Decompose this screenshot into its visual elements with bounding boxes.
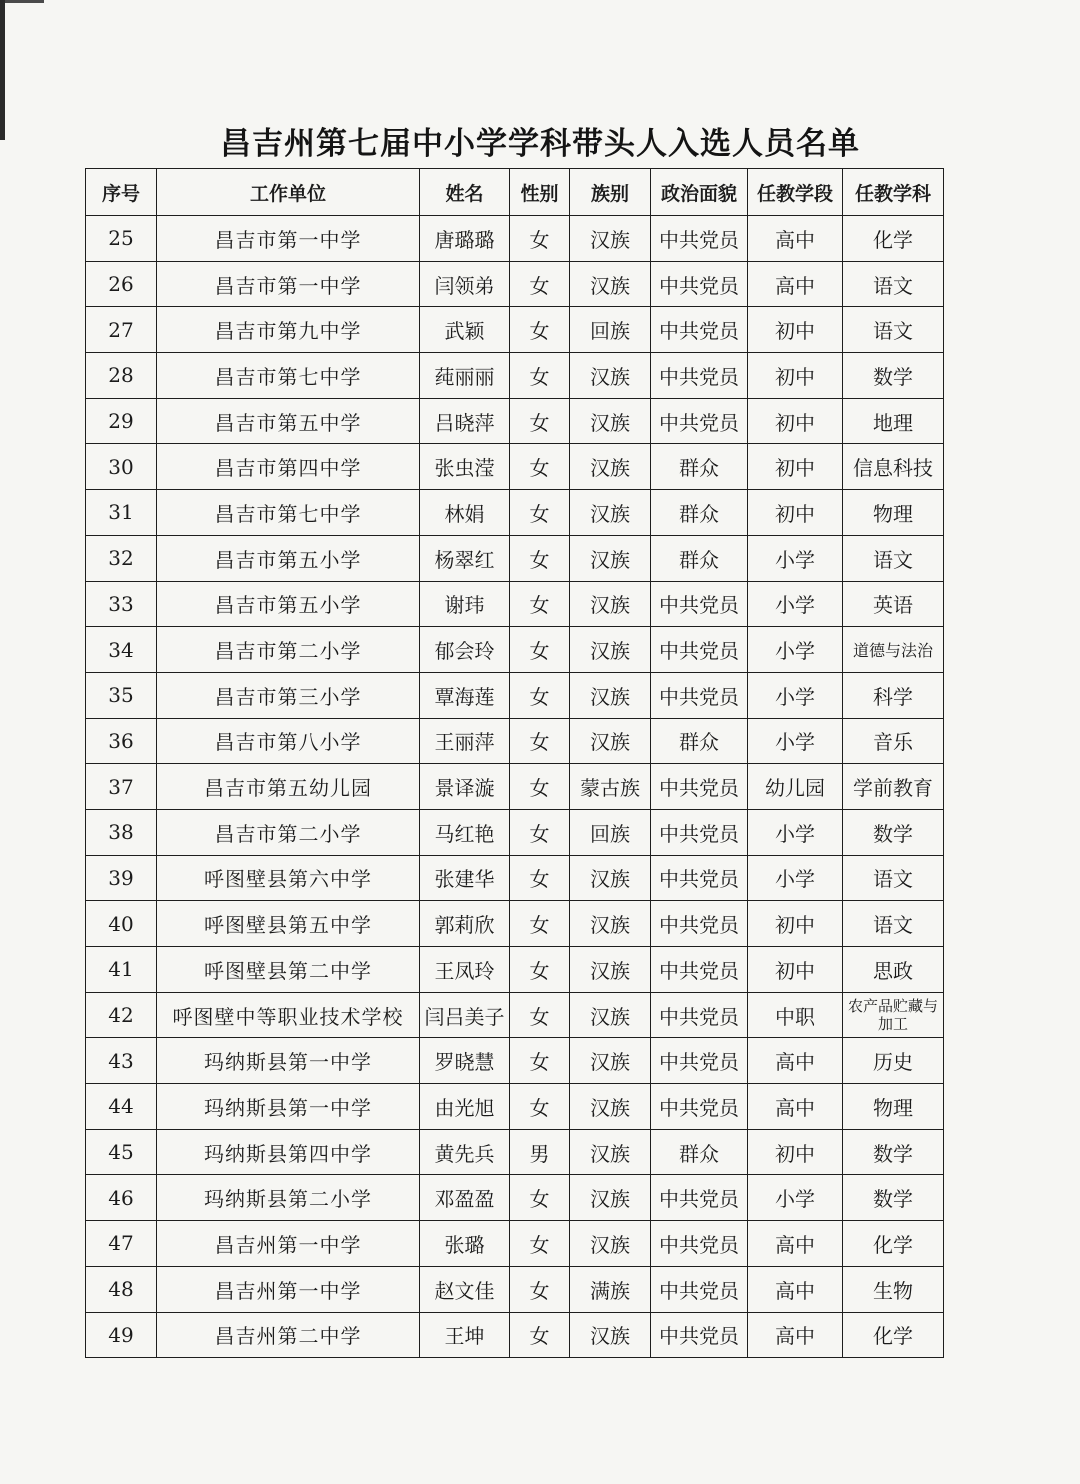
table-row (86, 947, 944, 993)
cell-teaching-level: 初中 (748, 398, 843, 444)
cell-seq: 46 (86, 1175, 157, 1221)
cell-ethnicity: 汉族 (570, 672, 651, 718)
table-row (86, 718, 944, 764)
cell-teaching-subject: 地理 (843, 398, 944, 444)
cell-political-status: 中共党员 (651, 1221, 748, 1267)
cell-ethnicity: 汉族 (570, 581, 651, 627)
cell-unit: 呼图壁县第二中学 (157, 947, 420, 993)
table-row (86, 216, 944, 262)
cell-political-status: 群众 (651, 535, 748, 581)
cell-gender: 女 (510, 1084, 570, 1130)
cell-political-status: 中共党员 (651, 992, 748, 1038)
cell-gender: 女 (510, 1266, 570, 1312)
cell-teaching-subject: 化学 (843, 1312, 944, 1358)
cell-name: 闫领弟 (420, 261, 510, 307)
cell-seq: 28 (86, 353, 157, 399)
cell-ethnicity: 汉族 (570, 718, 651, 764)
cell-gender: 女 (510, 216, 570, 262)
cell-teaching-subject: 农产品贮藏与加工 (843, 992, 944, 1038)
cell-teaching-subject: 科学 (843, 672, 944, 718)
cell-teaching-subject: 数学 (843, 353, 944, 399)
cell-ethnicity: 汉族 (570, 1175, 651, 1221)
cell-gender: 女 (510, 444, 570, 490)
cell-name: 王凤玲 (420, 947, 510, 993)
cell-seq: 38 (86, 809, 157, 855)
cell-seq: 48 (86, 1266, 157, 1312)
table-row (86, 581, 944, 627)
cell-unit: 玛纳斯县第一中学 (157, 1084, 420, 1130)
cell-name: 吕晓萍 (420, 398, 510, 444)
cell-ethnicity: 汉族 (570, 490, 651, 536)
header-name: 姓名 (420, 169, 510, 216)
cell-teaching-level: 初中 (748, 307, 843, 353)
cell-unit: 昌吉市第五中学 (157, 398, 420, 444)
cell-seq: 31 (86, 490, 157, 536)
table-row (86, 307, 944, 353)
cell-seq: 37 (86, 764, 157, 810)
table-row (86, 261, 944, 307)
cell-name: 黄先兵 (420, 1129, 510, 1175)
cell-teaching-level: 初中 (748, 947, 843, 993)
table-row (86, 444, 944, 490)
cell-unit: 呼图壁县第五中学 (157, 901, 420, 947)
cell-ethnicity: 蒙古族 (570, 764, 651, 810)
cell-gender: 女 (510, 992, 570, 1038)
cell-teaching-level: 初中 (748, 490, 843, 536)
cell-name: 张建华 (420, 855, 510, 901)
cell-ethnicity: 汉族 (570, 535, 651, 581)
cell-name: 马红艳 (420, 809, 510, 855)
cell-gender: 女 (510, 627, 570, 673)
cell-teaching-subject: 语文 (843, 535, 944, 581)
cell-political-status: 中共党员 (651, 581, 748, 627)
cell-teaching-subject: 数学 (843, 809, 944, 855)
cell-ethnicity: 汉族 (570, 992, 651, 1038)
cell-political-status: 中共党员 (651, 261, 748, 307)
cell-teaching-subject: 信息科技 (843, 444, 944, 490)
cell-seq: 40 (86, 901, 157, 947)
cell-teaching-level: 小学 (748, 1175, 843, 1221)
cell-gender: 男 (510, 1129, 570, 1175)
cell-gender: 女 (510, 307, 570, 353)
cell-name: 罗晓慧 (420, 1038, 510, 1084)
header-teaching-level: 任教学段 (748, 169, 843, 216)
table-row (86, 1038, 944, 1084)
cell-teaching-subject: 道德与法治 (843, 627, 944, 673)
cell-seq: 27 (86, 307, 157, 353)
cell-name: 林娟 (420, 490, 510, 536)
cell-name: 张虫滢 (420, 444, 510, 490)
cell-teaching-level: 初中 (748, 444, 843, 490)
cell-name: 唐璐璐 (420, 216, 510, 262)
cell-seq: 45 (86, 1129, 157, 1175)
cell-teaching-level: 初中 (748, 353, 843, 399)
cell-seq: 41 (86, 947, 157, 993)
cell-seq: 26 (86, 261, 157, 307)
cell-seq: 44 (86, 1084, 157, 1130)
cell-ethnicity: 汉族 (570, 444, 651, 490)
cell-teaching-level: 小学 (748, 855, 843, 901)
cell-unit: 昌吉市第一中学 (157, 216, 420, 262)
cell-ethnicity: 汉族 (570, 216, 651, 262)
header-political-status: 政治面貌 (651, 169, 748, 216)
cell-seq: 29 (86, 398, 157, 444)
cell-seq: 33 (86, 581, 157, 627)
cell-name: 景译漩 (420, 764, 510, 810)
cell-name: 赵文佳 (420, 1266, 510, 1312)
cell-ethnicity: 满族 (570, 1266, 651, 1312)
cell-teaching-level: 小学 (748, 581, 843, 627)
cell-ethnicity: 汉族 (570, 627, 651, 673)
cell-teaching-level: 高中 (748, 1038, 843, 1084)
cell-teaching-subject: 音乐 (843, 718, 944, 764)
cell-political-status: 中共党员 (651, 353, 748, 399)
table-row (86, 809, 944, 855)
cell-name: 郁会玲 (420, 627, 510, 673)
cell-gender: 女 (510, 581, 570, 627)
cell-political-status: 中共党员 (651, 809, 748, 855)
table-row (86, 1129, 944, 1175)
cell-political-status: 中共党员 (651, 1038, 748, 1084)
cell-seq: 47 (86, 1221, 157, 1267)
cell-teaching-level: 高中 (748, 1084, 843, 1130)
cell-gender: 女 (510, 490, 570, 536)
cell-gender: 女 (510, 398, 570, 444)
cell-unit: 昌吉市第五小学 (157, 535, 420, 581)
cell-name: 王坤 (420, 1312, 510, 1358)
cell-teaching-level: 高中 (748, 1312, 843, 1358)
table-row (86, 672, 944, 718)
cell-unit: 昌吉市第五幼儿园 (157, 764, 420, 810)
cell-unit: 昌吉州第一中学 (157, 1266, 420, 1312)
cell-teaching-level: 高中 (748, 261, 843, 307)
cell-teaching-subject: 历史 (843, 1038, 944, 1084)
cell-name: 王丽萍 (420, 718, 510, 764)
cell-teaching-level: 高中 (748, 1221, 843, 1267)
table-row (86, 764, 944, 810)
cell-teaching-subject: 化学 (843, 216, 944, 262)
cell-ethnicity: 汉族 (570, 1038, 651, 1084)
cell-teaching-level: 小学 (748, 627, 843, 673)
roster-table (85, 168, 944, 1358)
cell-political-status: 中共党员 (651, 764, 748, 810)
cell-seq: 35 (86, 672, 157, 718)
cell-seq: 49 (86, 1312, 157, 1358)
cell-gender: 女 (510, 1221, 570, 1267)
cell-gender: 女 (510, 947, 570, 993)
cell-seq: 34 (86, 627, 157, 673)
cell-seq: 39 (86, 855, 157, 901)
cell-teaching-subject: 数学 (843, 1129, 944, 1175)
cell-teaching-subject: 化学 (843, 1221, 944, 1267)
cell-political-status: 中共党员 (651, 1084, 748, 1130)
cell-ethnicity: 汉族 (570, 1084, 651, 1130)
cell-unit: 昌吉市第七中学 (157, 490, 420, 536)
cell-ethnicity: 汉族 (570, 901, 651, 947)
cell-unit: 玛纳斯县第一中学 (157, 1038, 420, 1084)
header-ethnicity: 族别 (570, 169, 651, 216)
table-row (86, 353, 944, 399)
header-gender: 性别 (510, 169, 570, 216)
cell-ethnicity: 回族 (570, 307, 651, 353)
cell-teaching-level: 小学 (748, 718, 843, 764)
cell-unit: 昌吉市第五小学 (157, 581, 420, 627)
cell-name: 覃海莲 (420, 672, 510, 718)
cell-ethnicity: 汉族 (570, 261, 651, 307)
cell-ethnicity: 汉族 (570, 947, 651, 993)
cell-gender: 女 (510, 261, 570, 307)
cell-name: 谢玮 (420, 581, 510, 627)
cell-ethnicity: 汉族 (570, 353, 651, 399)
cell-ethnicity: 回族 (570, 809, 651, 855)
header-teaching-subject: 任教学科 (843, 169, 944, 216)
cell-seq: 36 (86, 718, 157, 764)
cell-seq: 42 (86, 992, 157, 1038)
cell-unit: 昌吉市第二小学 (157, 809, 420, 855)
cell-unit: 昌吉市第八小学 (157, 718, 420, 764)
cell-ethnicity: 汉族 (570, 1312, 651, 1358)
cell-teaching-level: 小学 (748, 809, 843, 855)
table-row (86, 535, 944, 581)
cell-name: 张璐 (420, 1221, 510, 1267)
cell-political-status: 中共党员 (651, 855, 748, 901)
cell-teaching-subject: 生物 (843, 1266, 944, 1312)
cell-unit: 昌吉市第四中学 (157, 444, 420, 490)
cell-political-status: 中共党员 (651, 307, 748, 353)
cell-unit: 玛纳斯县第四中学 (157, 1129, 420, 1175)
cell-name: 杨翠红 (420, 535, 510, 581)
cell-teaching-subject: 语文 (843, 901, 944, 947)
cell-political-status: 中共党员 (651, 398, 748, 444)
cell-teaching-subject: 数学 (843, 1175, 944, 1221)
cell-gender: 女 (510, 353, 570, 399)
cell-unit: 昌吉市第一中学 (157, 261, 420, 307)
cell-teaching-level: 幼儿园 (748, 764, 843, 810)
table-row (86, 1221, 944, 1267)
cell-gender: 女 (510, 809, 570, 855)
table-header-row (86, 169, 944, 216)
cell-gender: 女 (510, 1038, 570, 1084)
cell-teaching-subject: 学前教育 (843, 764, 944, 810)
table-row (86, 1175, 944, 1221)
cell-name: 郭莉欣 (420, 901, 510, 947)
cell-name: 武颖 (420, 307, 510, 353)
cell-teaching-level: 中职 (748, 992, 843, 1038)
cell-name: 由光旭 (420, 1084, 510, 1130)
table-row (86, 1084, 944, 1130)
cell-political-status: 中共党员 (651, 1175, 748, 1221)
cell-unit: 昌吉市第二小学 (157, 627, 420, 673)
cell-gender: 女 (510, 764, 570, 810)
cell-gender: 女 (510, 672, 570, 718)
cell-gender: 女 (510, 1175, 570, 1221)
document-title: 昌吉州第七届中小学学科带头人入选人员名单 (220, 126, 860, 162)
cell-gender: 女 (510, 901, 570, 947)
cell-name: 闫吕美子 (420, 992, 510, 1038)
cell-political-status: 群众 (651, 718, 748, 764)
table-row (86, 627, 944, 673)
cell-unit: 昌吉州第一中学 (157, 1221, 420, 1267)
cell-name: 邓盈盈 (420, 1175, 510, 1221)
cell-ethnicity: 汉族 (570, 855, 651, 901)
cell-teaching-subject: 物理 (843, 1084, 944, 1130)
cell-teaching-subject: 语文 (843, 307, 944, 353)
scan-edge-mark-top (0, 0, 44, 3)
cell-ethnicity: 汉族 (570, 1129, 651, 1175)
cell-unit: 昌吉市第七中学 (157, 353, 420, 399)
cell-name: 莼丽丽 (420, 353, 510, 399)
cell-teaching-level: 高中 (748, 1266, 843, 1312)
cell-teaching-level: 小学 (748, 672, 843, 718)
cell-gender: 女 (510, 1312, 570, 1358)
cell-gender: 女 (510, 718, 570, 764)
table-row (86, 901, 944, 947)
table-row (86, 1266, 944, 1312)
cell-ethnicity: 汉族 (570, 1221, 651, 1267)
cell-teaching-subject: 英语 (843, 581, 944, 627)
cell-political-status: 中共党员 (651, 901, 748, 947)
cell-teaching-subject: 语文 (843, 261, 944, 307)
cell-teaching-subject: 思政 (843, 947, 944, 993)
cell-gender: 女 (510, 855, 570, 901)
cell-teaching-level: 初中 (748, 1129, 843, 1175)
header-unit: 工作单位 (157, 169, 420, 216)
cell-seq: 30 (86, 444, 157, 490)
cell-unit: 玛纳斯县第二小学 (157, 1175, 420, 1221)
cell-teaching-level: 初中 (748, 901, 843, 947)
cell-political-status: 中共党员 (651, 1266, 748, 1312)
cell-teaching-subject: 物理 (843, 490, 944, 536)
cell-political-status: 中共党员 (651, 1312, 748, 1358)
cell-political-status: 中共党员 (651, 672, 748, 718)
table-row (86, 398, 944, 444)
cell-unit: 昌吉市第九中学 (157, 307, 420, 353)
table-row (86, 992, 944, 1038)
cell-political-status: 中共党员 (651, 947, 748, 993)
cell-political-status: 群众 (651, 1129, 748, 1175)
cell-unit: 呼图壁县第六中学 (157, 855, 420, 901)
cell-unit: 昌吉市第三小学 (157, 672, 420, 718)
table-row (86, 490, 944, 536)
table-row (86, 855, 944, 901)
cell-political-status: 中共党员 (651, 627, 748, 673)
cell-teaching-level: 小学 (748, 535, 843, 581)
cell-political-status: 群众 (651, 444, 748, 490)
cell-seq: 43 (86, 1038, 157, 1084)
cell-political-status: 群众 (651, 490, 748, 536)
cell-ethnicity: 汉族 (570, 398, 651, 444)
table-row (86, 1312, 944, 1358)
cell-unit: 呼图壁中等职业技术学校 (157, 992, 420, 1038)
cell-seq: 25 (86, 216, 157, 262)
header-seq: 序号 (86, 169, 157, 216)
cell-teaching-level: 高中 (748, 216, 843, 262)
cell-political-status: 中共党员 (651, 216, 748, 262)
cell-gender: 女 (510, 535, 570, 581)
cell-teaching-subject: 语文 (843, 855, 944, 901)
cell-unit: 昌吉州第二中学 (157, 1312, 420, 1358)
cell-seq: 32 (86, 535, 157, 581)
